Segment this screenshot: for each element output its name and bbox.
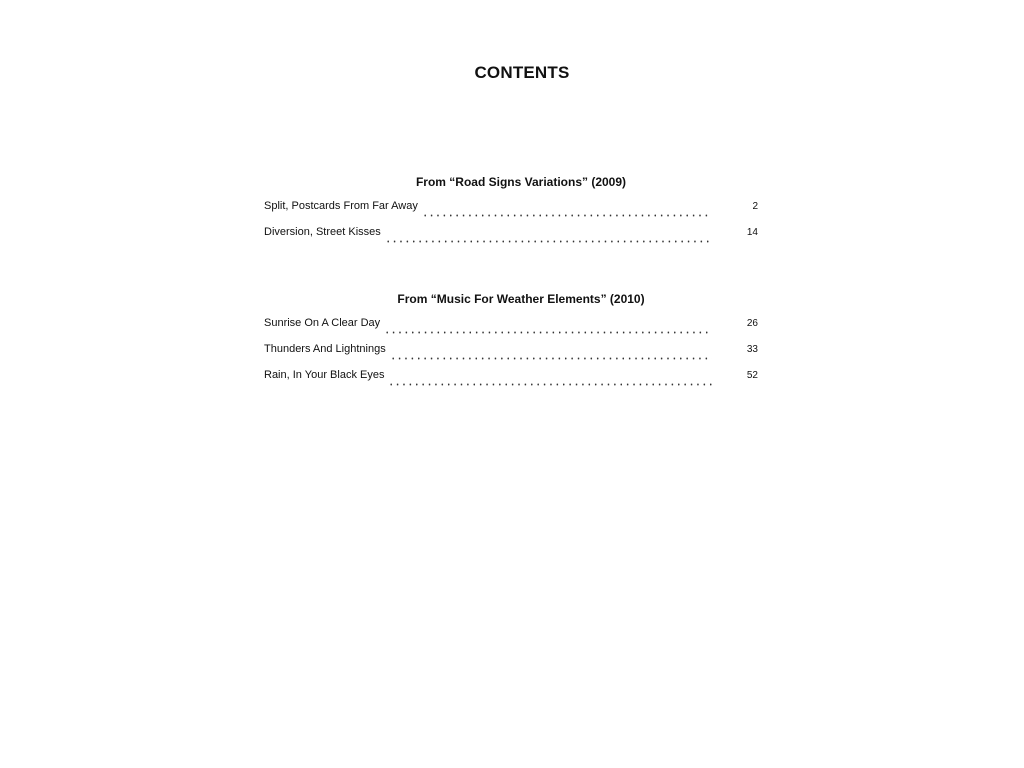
section-heading: From “Road Signs Variations” (2009) [415,175,627,189]
dot-leader [384,331,712,334]
toc-entry-title: Thunders And Lightnings [264,343,386,355]
toc-entry[interactable] [264,369,758,395]
toc-page-number: 2 [752,201,758,212]
dot-leader [388,383,712,386]
toc-entry-title: Split, Postcards From Far Away [264,200,418,212]
toc-entry-title: Rain, In Your Black Eyes [264,369,385,381]
toc-entry[interactable] [264,317,758,343]
dot-leader [422,214,712,217]
toc-entry-title: Sunrise On A Clear Day [264,317,381,329]
toc-page-number: 26 [746,318,758,329]
toc-entry[interactable] [264,226,758,252]
dot-leader [390,357,712,360]
toc-entry-title: Diversion, Street Kisses [264,226,381,238]
section-heading: From “Music For Weather Elements” (2010) [397,292,645,306]
toc-section-road-signs [264,172,758,252]
toc-page-number: 14 [746,227,758,238]
dot-leader [385,240,712,243]
toc-page-number: 52 [746,370,758,381]
toc-entry[interactable] [264,343,758,369]
toc-page-number: 33 [746,344,758,355]
page-title: CONTENTS [474,63,570,82]
toc-entry[interactable] [264,200,758,226]
toc-section-weather-elements [264,289,758,395]
